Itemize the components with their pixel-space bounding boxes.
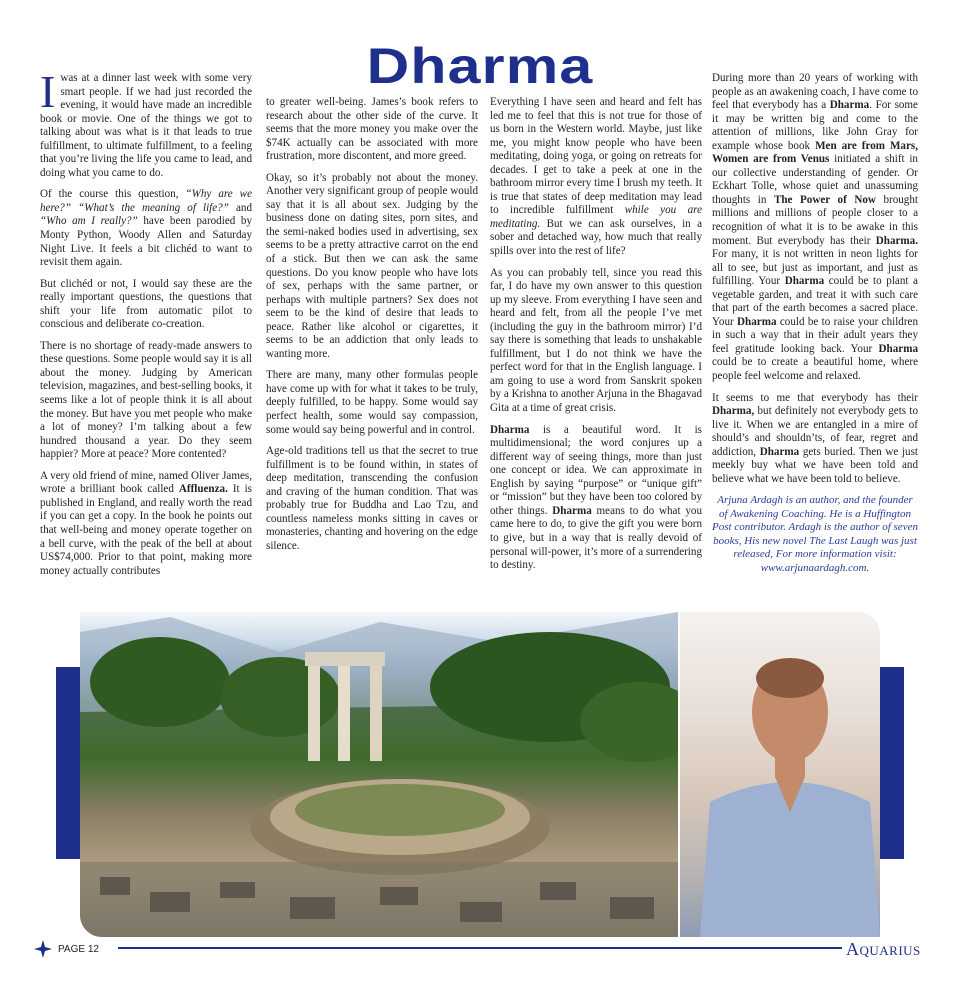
magazine-logo bbox=[846, 939, 921, 960]
paragraph: As you can probably tell, since you read this far, I do have my own answer to this question up my sleeve. From everything I have seen and heard and felt, from all the people I’ve met (including the guy in the bathroom mirror) I’d say there is something that leads to unshakable fulfillment, but I do not think we have the perfect word for that in the English language. I am going to use a word from Sanskrit spoken by a Krishna to another Arjuna in the Bhagavad Gita at a time of great crisis. bbox=[490, 266, 702, 415]
paragraph-text: It seems to me that everybody has their bbox=[712, 391, 918, 404]
paragraph-text: means to do what you came here to do, to give the gift you were born to give, but in a way that is really devoid of personal will-power, it’s more of a surrendering to destiny. bbox=[490, 504, 702, 572]
paragraph-text: A very old friend of mine, named Oliver James, wrote a brilliant book called bbox=[40, 469, 252, 496]
paragraph-text: is a beautiful word. It is multidimensional; the word conjures up a different way of seeing things, more than just one concept or idea. We can approximate in English by saying “purpose” or “unique gift” or “mission” but they have been too colored by other things. bbox=[490, 423, 702, 517]
column-4 bbox=[712, 72, 918, 583]
paragraph-text: have been parodied by Monty Python, Woody Allen and Saturday Night Live. It feels a bit clichéd to want to revisit them again. bbox=[40, 215, 252, 269]
paragraph bbox=[40, 66, 252, 180]
paragraph bbox=[712, 72, 918, 384]
keyword: Dharma. bbox=[875, 234, 918, 247]
paragraph-text: and bbox=[228, 201, 252, 214]
left-accent-bar bbox=[56, 667, 80, 859]
paragraph: There is no shortage of ready-made answers to these questions. Some people would say it is all about the money. Judging by American television, magazines, and best-selling books, it seems like a lot of people think it is all about the money. But have you met people who make a lot of money? I’m talking about a few hundred thousand a year. Do they seem happier? More at peace? More contented? bbox=[40, 339, 252, 461]
paragraph: Okay, so it’s probably not about the money. Another very significant group of people would say that it is all about sex. Judging by the business done on dating sites, porn sites, and the semi-naked bodies used in advertising, sex seems to be a pretty attractive carrot on the end of a stick. But then we can ask the same questions. Do you know people who have lots of sex, perhaps with the same partner, or perhaps with multiple partners? Sex does not seem to be the kind of desire that leads to peace. Rather like alcohol or cigarettes, it seems to be an addiction that only leads to wanting more. bbox=[266, 171, 478, 360]
keyword: Dharma bbox=[784, 275, 825, 288]
page-number bbox=[34, 940, 99, 958]
column-2 bbox=[266, 96, 478, 562]
column-1 bbox=[40, 66, 252, 586]
paragraph bbox=[712, 392, 918, 487]
book-title: Men are from Mars, Women are from Venus bbox=[712, 139, 918, 166]
portrait-illustration bbox=[680, 612, 880, 937]
delphi-ruins-photo bbox=[80, 612, 678, 937]
logo-text: QUARIUS bbox=[859, 943, 921, 958]
paragraph-text: Of the course this question, bbox=[40, 188, 186, 201]
keyword: Dharma bbox=[759, 445, 800, 458]
footer-rule bbox=[118, 947, 842, 949]
quote: “Who am I really?” bbox=[40, 215, 138, 228]
paragraph-text: but definitely not everybody gets to live it. When we are entangled in a mire of should’s and shouldn’ts, of fear, regret and addiction, bbox=[712, 405, 918, 458]
ruins-illustration bbox=[80, 612, 678, 937]
keyword: Dharma bbox=[829, 99, 870, 112]
keyword: Dharma bbox=[737, 315, 777, 328]
paragraph-text: Everything I have seen and heard and felt has led me to feel that this is not true for those of us born in the Western world. Maybe, just like me, you might know people who have been meditating, doing yoga, or going on retreats for decades. I get to take a peek at one in the bathroom mirror every time I brush my teeth. It is true that states of deep meditation may lead to incredible fulfillment bbox=[490, 96, 702, 217]
paragraph-text: For many, it is not written in neon lights for all to see, but just as important, and just as fulfilling. Your bbox=[712, 248, 918, 288]
quote: “Why are we here?” “What’s the meaning of life?” bbox=[40, 188, 252, 214]
author-portrait-photo bbox=[680, 612, 880, 937]
paragraph bbox=[490, 96, 702, 259]
paragraph bbox=[40, 188, 252, 269]
paragraph-text: . For some it may be written big and come to the attention of millions, like John Gray for example whose book bbox=[712, 99, 918, 152]
star-icon bbox=[34, 940, 52, 958]
paragraph-text: could be to plant a vegetable garden, and treat it with such care that part of the earth becomes a sacred place. Your bbox=[712, 275, 918, 328]
keyword: Dharma bbox=[552, 504, 592, 517]
paragraph: Age-old traditions tell us that the secret to true fulfillment is to be found within, in states of deep meditation, transcending the confusion and craving of the human condition. That was probably true for Buddha and Lao Tzu, and countless nameless monks sitting in caves or monasteries, chanting and hovering on the edge silence. bbox=[266, 445, 478, 552]
paragraph-text: gets buried. Then we just meekly buy what we have been told and believe what we have been told to believe. bbox=[712, 445, 918, 485]
keyword: Dharma bbox=[490, 423, 530, 436]
article-title: Dharma bbox=[366, 38, 594, 94]
paragraph: But clichéd or not, I would say these are the really important questions, the questions that shift your life from automatic pilot to conscious and deliberate co-creation. bbox=[40, 277, 252, 331]
paragraph bbox=[40, 470, 252, 578]
book-title: The Power of Now bbox=[773, 193, 876, 206]
paragraph-text: But we can ask ourselves, in a sober and detached way, how much that really spills over into the rest of life? bbox=[490, 217, 702, 258]
keyword: Dharma, bbox=[712, 405, 755, 418]
paragraph: to greater well-being. James’s book refers to research about the other side of the curve. It seems that the more money you make over the $74K actually can be associated with more frustration, more discontent, and more greed. bbox=[266, 96, 478, 163]
paragraph-text: brought millions and millions of people closer to a recognition of what it is to be awake in this moment. But everybody has their bbox=[712, 193, 918, 247]
emphasis: while you are meditating. bbox=[490, 204, 703, 230]
paragraph-text: It is published in England, and really worth the read if you can get a copy. In the book he points out that well-being and money operate together on a bell curve, with the peak of the bell at about US$74,000. Prior to that point, making more money actually contributes bbox=[40, 483, 252, 577]
paragraph-text: During more than 20 years of working with people as an awakening coach, I have come to feel that everybody has a bbox=[712, 72, 918, 112]
paragraph bbox=[490, 424, 702, 573]
paragraph-text: could be to raise your children in such a way that in their adult years they feel gratitude looking back. Your bbox=[712, 315, 918, 355]
paragraph-text: could be to create a beautiful home, where people feel welcome and relaxed. bbox=[712, 356, 918, 383]
paragraph: There are many, many other formulas people have come up with for what it takes to be truly, deeply fulfilled, to be happy. Some would say perfect health, some would say compassion, some would say being powerful and in control. bbox=[266, 369, 478, 436]
right-accent-bar bbox=[880, 667, 904, 859]
logo-initial: A bbox=[846, 939, 860, 959]
page-label: PAGE 12 bbox=[58, 943, 99, 955]
paragraph-text: initiated a shift in our collective understanding of gender. Or Eckhart Tolle, whose quiet and unassuming thoughts in bbox=[712, 153, 918, 206]
keyword: Dharma bbox=[878, 342, 918, 355]
author-bio: Arjuna Ardagh is an author, and the founder of Awakening Coaching. He is a Huffington Post contributor. Ardagh is the author of seven books, His new novel The Last Laugh was just released, For more information visit: www.arjunaardagh.com. bbox=[712, 494, 918, 574]
book-title: Affluenza. bbox=[178, 483, 228, 496]
paragraph-text: was at a dinner last week with some very smart people. If we had just recorded the evening, it would have made an incredible book or movie. One of the things we got to talking about was what is it that leads to true fulfillment, to ultimate fulfillment, to a feeling that you’re living the life you came to lead, and doing what you came to do. bbox=[40, 72, 252, 179]
drop-cap: I bbox=[40, 66, 56, 117]
column-3 bbox=[490, 96, 702, 581]
